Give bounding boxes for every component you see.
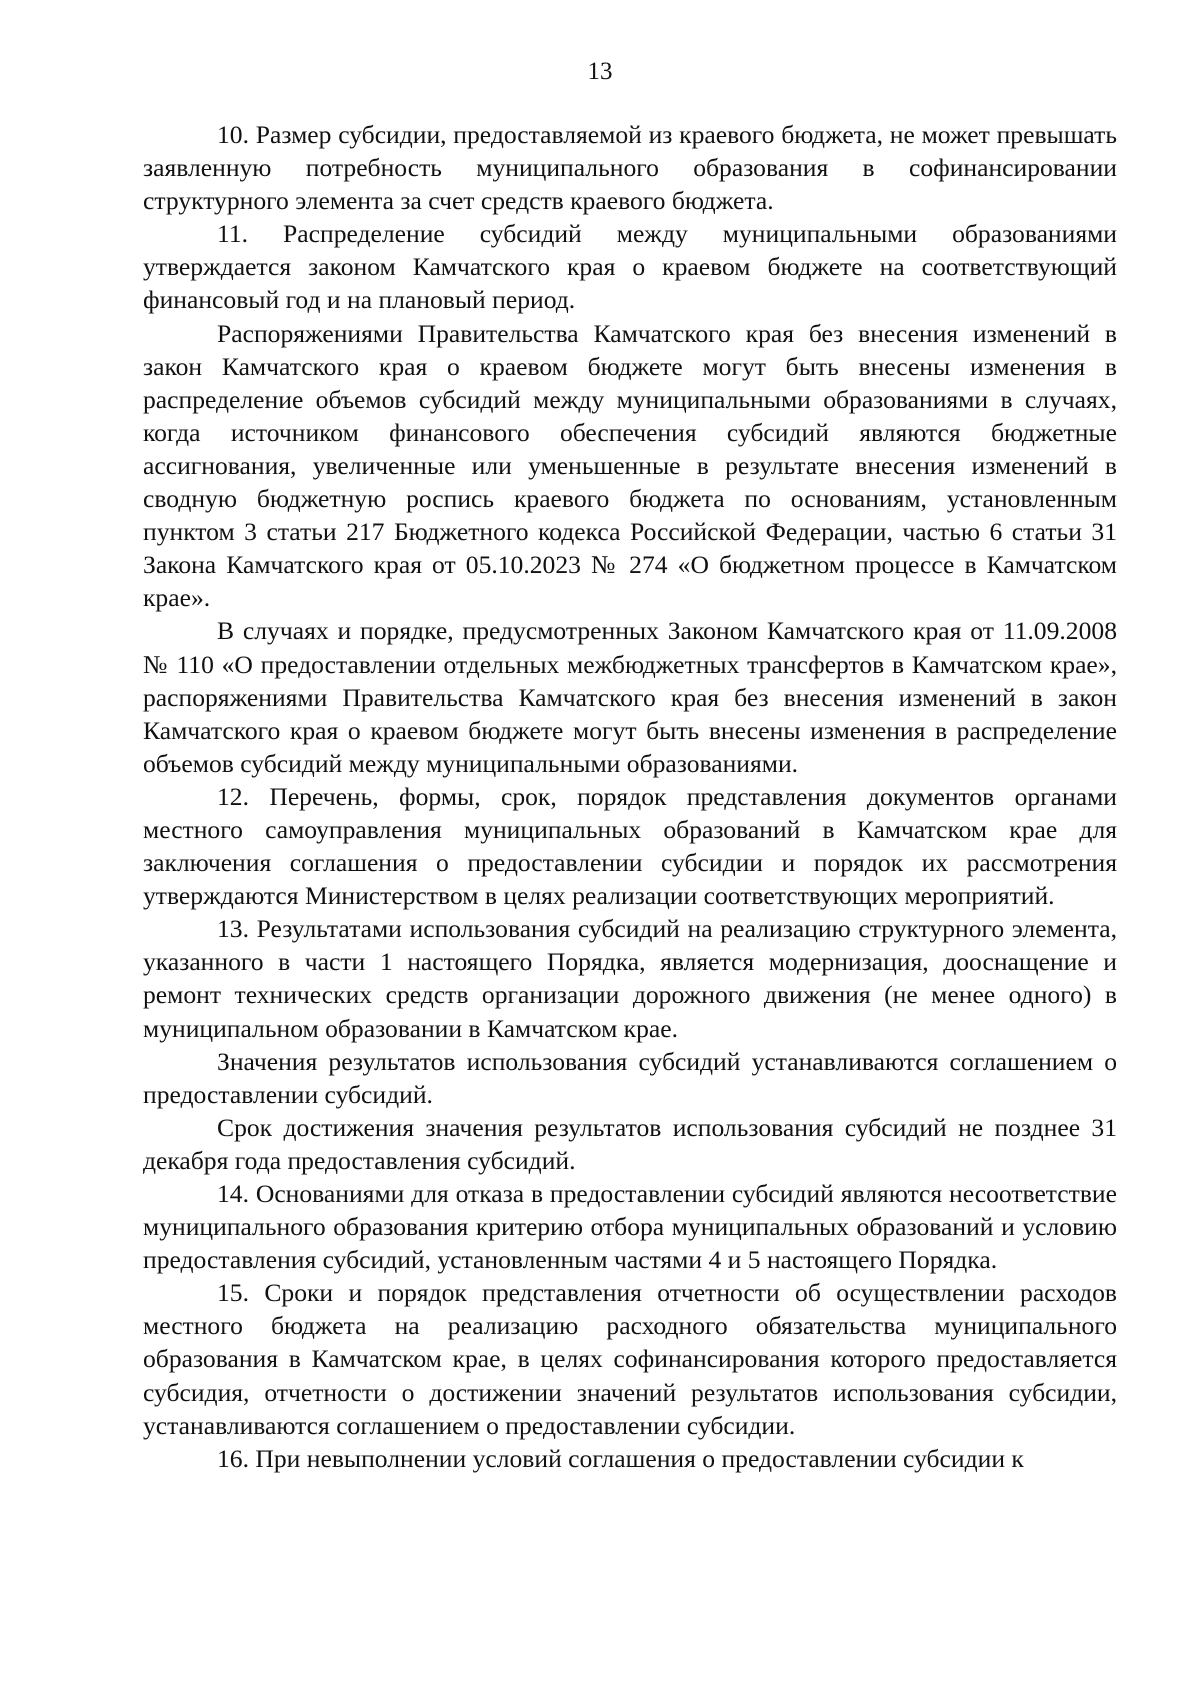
paragraph-13: 13. Результатами использования субсидий на реализацию структурного элемента, указанного в части 1 настоящего Порядка, является модернизация, дооснащение и ремонт технических средств организации дорожного движения (не менее одного) в муниципальном образовании в Камчатском крае. (143, 914, 1117, 1043)
paragraph-16: 16. При невыполнении условий соглашения о предоставлении субсидии к (217, 1443, 1024, 1473)
paragraph-11-cases: В случаях и порядке, предусмотренных Законом Камчатского края от 11.09.2008 № 110 «О предоставлении отдельных межбюджетных трансфертов в Камчатском крае», распоряжениями Правительства Камчатского края без внесения изменений в закон Камчатского края о краевом бюджете могут быть внесены изменения в распределение объемов субсидий между муниципальными образованиями. (143, 616, 1117, 778)
paragraph-11-orders: Распоряжениями Правительства Камчатского края без внесения изменений в закон Камчатского края о краевом бюджете могут быть внесены изменения в распределение объемов субсидий между муниципальными образованиями в случаях, когда источником финансового обеспечения субсидий являются бюджетные ассигнования, увеличенные или уменьшенные в результате внесения изменений в сводную бюджетную роспись краевого бюджета по основаниям, установленным пунктом 3 статьи 217 Бюджетного кодекса Российской Федерации, частью 6 статьи 31 Закона Камчатского края от 05.10.2023 № 274 «О бюджетном процессе в Камчатском крае». (143, 318, 1117, 613)
paragraph-11: 11. Распределение субсидий между муниципальными образованиями утверждается законом Камчатского края о краевом бюджете на соответствующий финансовый год и на плановый период. (143, 219, 1117, 315)
paragraph-13-values: Значения результатов использования субсидий устанавливаются соглашением о предоставлении субсидий. (143, 1046, 1117, 1109)
paragraph-15: 15. Сроки и порядок представления отчетности об осуществлении расходов местного бюджета на реализацию расходного обязательства муниципального образования в Камчатском крае, в целях софинансирования которого предоставляется субсидия, отчетности о достижении значений результатов использования субсидии, устанавливаются соглашением о предоставлении субсидии. (143, 1278, 1117, 1440)
page-number: 13 (587, 58, 613, 85)
paragraph-14: 14. Основаниями для отказа в предоставлении субсидий являются несоответствие муниципального образования критерию отбора муниципальных образований и условию предоставления субсидий, установленным частями 4 и 5 настоящего Порядка. (143, 1179, 1117, 1275)
paragraph-13-deadline: Срок достижения значения результатов использования субсидий не позднее 31 декабря года предоставления субсидий. (143, 1112, 1117, 1175)
paragraph-10: 10. Размер субсидии, предоставляемой из краевого бюджета, не может превышать заявленную потребность муниципального образования в софинансировании структурного элемента за счет средств краевого бюджета. (143, 120, 1117, 216)
paragraph-12: 12. Перечень, формы, срок, порядок представления документов органами местного самоуправления муниципальных образований в Камчатском крае для заключения соглашения о предоставлении субсидии и порядок их рассмотрения утверждаются Министерством в целях реализации соответствующих мероприятий. (143, 781, 1117, 911)
document-body (143, 118, 1117, 1475)
